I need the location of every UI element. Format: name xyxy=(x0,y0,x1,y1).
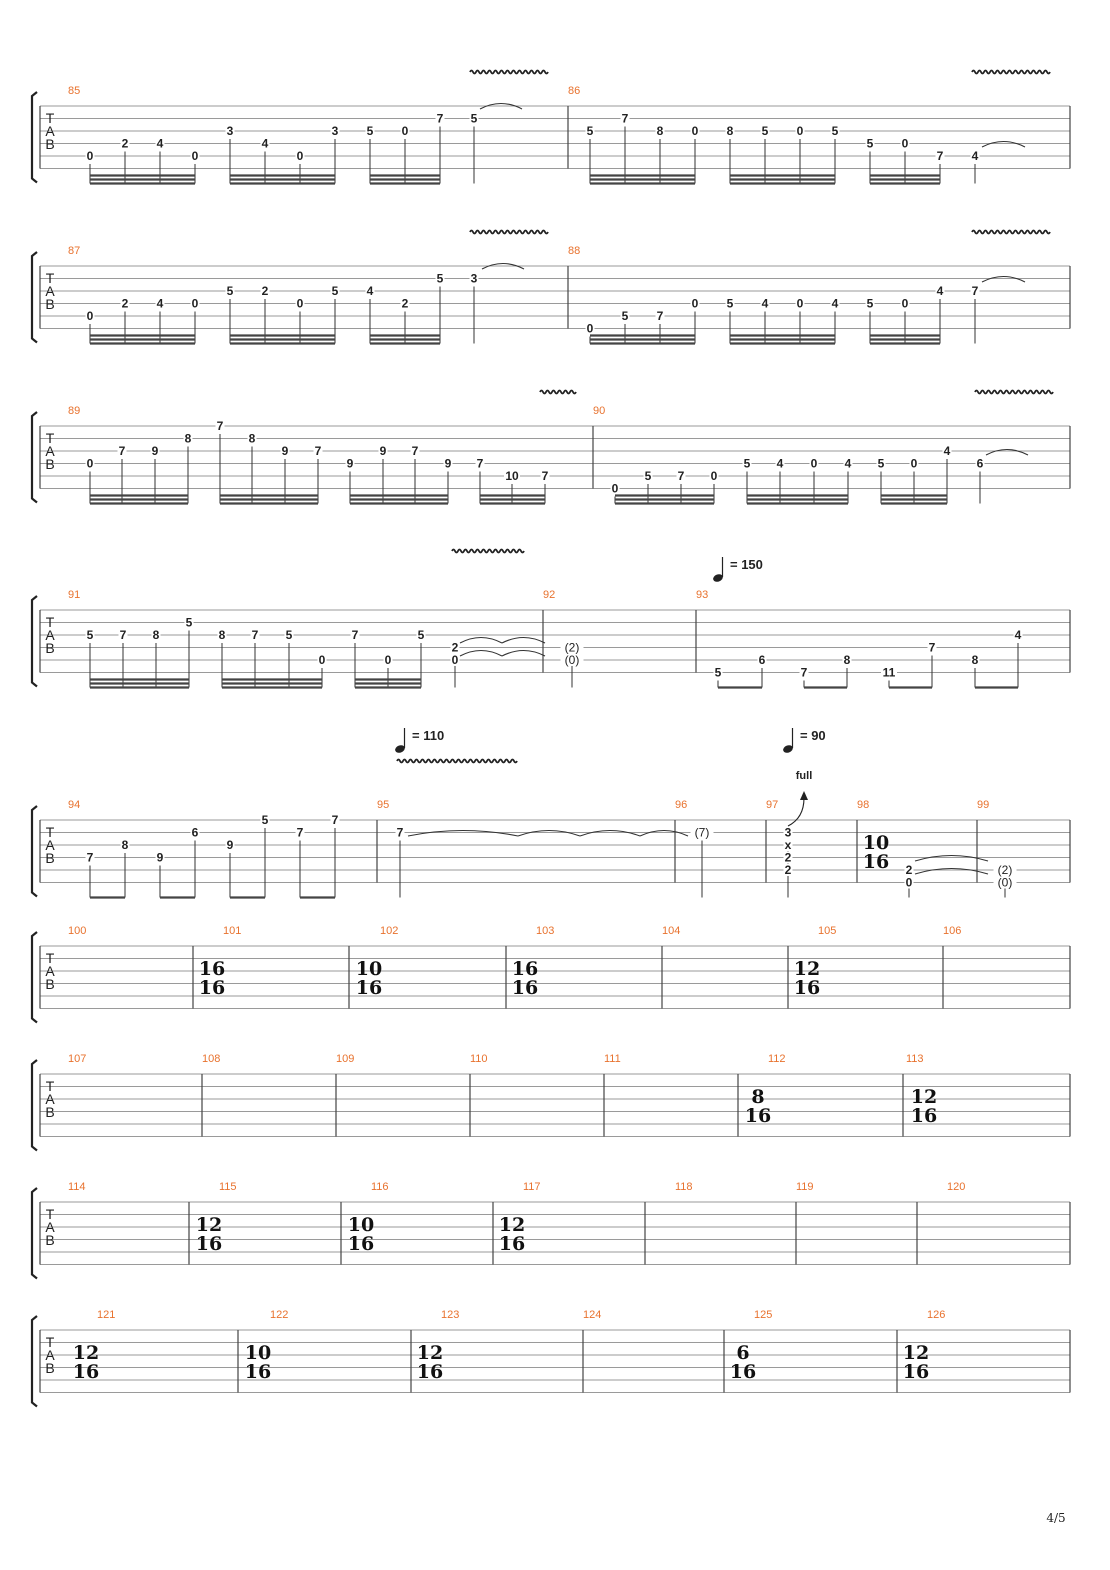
time-signature-top: 12 xyxy=(902,1342,930,1364)
fret-number: 0 xyxy=(86,456,94,471)
fret-number: 0 xyxy=(86,149,94,163)
tab-clef-letter: B xyxy=(45,456,55,472)
fret-number: 2 xyxy=(784,850,792,865)
time-signature-bottom: 16 xyxy=(729,1361,757,1383)
time-signature-bottom: 16 xyxy=(355,977,383,999)
system-bracket xyxy=(32,412,37,503)
fret-number: 5 xyxy=(743,456,751,471)
tie-arc xyxy=(502,638,545,644)
fret-number: 7 xyxy=(436,111,444,126)
tab-clef-letter: A xyxy=(45,837,55,853)
fret-number: 8 xyxy=(656,124,664,138)
fret-number: 0 xyxy=(586,321,594,336)
tab-clef-letter: A xyxy=(45,123,55,139)
fret-number: 4 xyxy=(936,284,944,298)
time-signature-bottom: 16 xyxy=(198,977,226,999)
tab-clef-letter: T xyxy=(45,430,55,446)
tempo-marking: = 90 xyxy=(800,728,826,743)
fret-number: 0 xyxy=(691,124,699,138)
fret-number: 11 xyxy=(882,665,896,680)
bend-curve xyxy=(788,798,804,826)
measure-number: 120 xyxy=(947,1181,966,1193)
fret-number: 0 xyxy=(296,296,304,311)
tab-clef-letter: T xyxy=(45,1206,55,1222)
measure-number: 107 xyxy=(68,1053,87,1065)
tab-clef-letter: A xyxy=(45,443,55,459)
fret-number: 2 xyxy=(121,296,129,311)
bend-label: full xyxy=(795,770,813,782)
fret-number: 2 xyxy=(451,640,459,655)
tab-clef-letter: T xyxy=(45,1334,55,1350)
fret-number: 4 xyxy=(366,284,374,298)
fret-number: 0 xyxy=(384,653,392,667)
fret-number: 7 xyxy=(216,419,224,433)
measure-number: 90 xyxy=(593,405,606,417)
time-signature-top: 8 xyxy=(751,1086,765,1108)
measure-number: 87 xyxy=(68,245,81,257)
time-signature-bottom: 16 xyxy=(72,1361,100,1383)
tab-clef-letter: A xyxy=(45,1347,55,1363)
time-signature-bottom: 16 xyxy=(793,977,821,999)
system-bracket xyxy=(32,932,37,1023)
measure-number: 86 xyxy=(568,85,581,97)
time-signature-top: 12 xyxy=(793,958,821,980)
fret-number: 0 xyxy=(910,456,918,471)
fret-number: 4 xyxy=(261,136,269,151)
bend-arrow-head xyxy=(800,791,808,800)
measure-number: 115 xyxy=(219,1181,237,1193)
fret-number: 6 xyxy=(758,653,766,667)
fret-number: 5 xyxy=(226,284,234,298)
tab-clef-letter: B xyxy=(45,640,55,656)
measure-number: 125 xyxy=(754,1309,773,1321)
time-signature-bottom: 16 xyxy=(862,851,890,873)
fret-number: 7 xyxy=(656,309,664,323)
fret-number: 7 xyxy=(936,149,944,163)
staff-system xyxy=(32,806,1070,897)
time-signature-top: 12 xyxy=(498,1214,526,1236)
tab-clef-letter: B xyxy=(45,1232,55,1248)
fret-number: 7 xyxy=(971,284,979,298)
staff-system xyxy=(32,596,1070,687)
fret-number: 4 xyxy=(844,456,852,471)
fret-number: 0 xyxy=(451,653,459,667)
fret-number: 5 xyxy=(877,456,885,471)
staff-system xyxy=(32,1188,1070,1279)
measure-number: 93 xyxy=(696,589,709,601)
fret-number: 9 xyxy=(281,444,289,458)
fret-number: 9 xyxy=(346,456,354,471)
fret-number: 7 xyxy=(411,444,419,458)
measure-number: 124 xyxy=(583,1309,602,1321)
time-signature-bottom: 16 xyxy=(902,1361,930,1383)
time-signature-top: 12 xyxy=(910,1086,938,1108)
fret-number: 9 xyxy=(444,456,452,471)
fret-number: 8 xyxy=(184,431,192,446)
measure-number: 91 xyxy=(68,589,81,601)
fret-number: 5 xyxy=(86,628,94,642)
vibrato-mark xyxy=(972,71,1050,74)
fret-number: 6 xyxy=(976,456,984,471)
fret-number: 5 xyxy=(866,136,874,151)
fret-number: 4 xyxy=(156,136,164,151)
tab-clef-letter: A xyxy=(45,1091,55,1107)
tab-clef-letter: B xyxy=(45,976,55,992)
fret-number: 0 xyxy=(905,875,913,890)
time-signature-bottom: 16 xyxy=(244,1361,272,1383)
fret-number: 0 xyxy=(86,309,94,323)
time-signature-bottom: 16 xyxy=(910,1105,938,1127)
tie-arc xyxy=(460,638,502,644)
time-signature-bottom: 16 xyxy=(511,977,539,999)
time-signature-top: 16 xyxy=(511,958,539,980)
measure-number: 116 xyxy=(371,1181,389,1193)
measure-number: 102 xyxy=(380,925,399,937)
fret-number: 7 xyxy=(800,665,808,680)
tab-clef-letter: A xyxy=(45,963,55,979)
system-bracket xyxy=(32,1060,37,1151)
fret-number: 2 xyxy=(261,284,269,298)
fret-number: 7 xyxy=(314,444,322,458)
fret-number: 9 xyxy=(151,444,159,458)
fret-number: 4 xyxy=(1014,628,1022,642)
measure-number: 119 xyxy=(796,1181,814,1193)
tempo-marking: = 150 xyxy=(730,557,763,572)
fret-number: 7 xyxy=(351,628,359,642)
measure-number: 122 xyxy=(270,1309,289,1321)
tab-clef-letter: B xyxy=(45,296,55,312)
tempo-marking: = 110 xyxy=(412,728,445,743)
fret-number: 0 xyxy=(796,296,804,311)
fret-number: 4 xyxy=(776,456,784,471)
measure-number: 97 xyxy=(766,799,779,811)
tie-arc xyxy=(640,831,688,837)
measure-number: 100 xyxy=(68,925,87,937)
fret-number: 0 xyxy=(318,653,326,667)
tab-clef-letter: T xyxy=(45,1078,55,1094)
fret-number: (2) xyxy=(564,640,580,655)
fret-number: 7 xyxy=(621,111,629,126)
fret-number: 2 xyxy=(905,863,913,877)
tie-arc xyxy=(408,831,518,837)
fret-number: 7 xyxy=(541,469,549,483)
fret-number: 9 xyxy=(156,850,164,865)
measure-number: 95 xyxy=(377,799,390,811)
fret-number: 5 xyxy=(586,124,594,138)
system-bracket xyxy=(32,92,37,183)
fret-number: (2) xyxy=(997,863,1013,877)
staff-system xyxy=(32,252,1070,343)
measure-number: 106 xyxy=(943,925,962,937)
measure-number: 108 xyxy=(202,1053,221,1065)
vibrato-mark xyxy=(470,231,548,234)
measure-number: 111 xyxy=(604,1053,621,1065)
fret-number: 7 xyxy=(331,813,339,827)
measure-number: 99 xyxy=(977,799,990,811)
time-signature-top: 12 xyxy=(195,1214,223,1236)
fret-number: 8 xyxy=(971,653,979,667)
measure-number: 104 xyxy=(662,925,681,937)
measure-number: 103 xyxy=(536,925,555,937)
system-bracket xyxy=(32,596,37,687)
fret-number: 0 xyxy=(191,296,199,311)
fret-number: 5 xyxy=(761,124,769,138)
time-signature-bottom: 16 xyxy=(195,1233,223,1255)
fret-number: 8 xyxy=(121,838,129,852)
measure-number: 96 xyxy=(675,799,688,811)
fret-number: (0) xyxy=(564,653,580,667)
fret-number: 7 xyxy=(476,456,484,471)
fret-number: 7 xyxy=(86,850,94,865)
measure-number: 126 xyxy=(927,1309,946,1321)
fret-number: 5 xyxy=(331,284,339,298)
measure-number: 88 xyxy=(568,245,581,257)
fret-number: 0 xyxy=(691,296,699,311)
vibrato-mark xyxy=(972,231,1050,234)
fret-number: 0 xyxy=(611,481,619,496)
system-bracket xyxy=(32,1316,37,1407)
fret-number: 0 xyxy=(810,456,818,471)
measure-number: 89 xyxy=(68,405,81,417)
fret-number: 3 xyxy=(331,124,339,138)
fret-number: 8 xyxy=(218,628,226,642)
fret-number: (7) xyxy=(694,825,710,840)
tie-arc xyxy=(460,651,502,657)
measure-number: 123 xyxy=(441,1309,460,1321)
fret-number: 4 xyxy=(761,296,769,311)
fret-number: 7 xyxy=(296,825,304,840)
fret-number: 5 xyxy=(644,469,652,483)
time-signature-top: 10 xyxy=(244,1342,272,1364)
measure-number: 109 xyxy=(336,1053,355,1065)
fret-number: x xyxy=(784,838,792,852)
page-number: 4/5 xyxy=(1046,1511,1066,1525)
tie-arc xyxy=(982,142,1025,148)
tab-clef-letter: B xyxy=(45,1360,55,1376)
fret-number: 4 xyxy=(831,296,839,311)
fret-number: 7 xyxy=(677,469,685,483)
tab-clef-letter: T xyxy=(45,110,55,126)
tie-arc xyxy=(518,831,580,837)
measure-number: 105 xyxy=(818,925,837,937)
staff-system xyxy=(32,92,1070,183)
fret-number: 6 xyxy=(191,825,199,840)
tie-arc xyxy=(986,450,1028,456)
time-signature-bottom: 16 xyxy=(416,1361,444,1383)
vibrato-mark xyxy=(452,550,524,553)
fret-number: 0 xyxy=(191,149,199,163)
tab-clef-letter: B xyxy=(45,850,55,866)
measure-number: 92 xyxy=(543,589,556,601)
vibrato-mark xyxy=(540,391,576,394)
fret-number: 4 xyxy=(156,296,164,311)
fret-number: 3 xyxy=(784,825,792,840)
fret-number: 0 xyxy=(901,136,909,151)
fret-number: 7 xyxy=(118,444,126,458)
measure-number: 94 xyxy=(68,799,81,811)
fret-number: 8 xyxy=(726,124,734,138)
fret-number: 5 xyxy=(417,628,425,642)
measure-number: 85 xyxy=(68,85,81,97)
time-signature-top: 10 xyxy=(355,958,383,980)
fret-number: 0 xyxy=(710,469,718,483)
tab-clef-letter: A xyxy=(45,1219,55,1235)
time-signature-top: 10 xyxy=(862,832,890,854)
time-signature-top: 12 xyxy=(416,1342,444,1364)
fret-number: 5 xyxy=(726,296,734,311)
fret-number: 5 xyxy=(285,628,293,642)
vibrato-mark xyxy=(470,71,548,74)
fret-number: 5 xyxy=(366,124,374,138)
fret-number: 0 xyxy=(901,296,909,311)
fret-number: 2 xyxy=(401,296,409,311)
tab-clef-letter: T xyxy=(45,824,55,840)
measure-number: 112 xyxy=(768,1053,786,1065)
fret-number: 8 xyxy=(843,653,851,667)
fret-number: 5 xyxy=(436,271,444,286)
time-signature-bottom: 16 xyxy=(347,1233,375,1255)
fret-number: 7 xyxy=(251,628,259,642)
time-signature-top: 12 xyxy=(72,1342,100,1364)
tab-clef-letter: B xyxy=(45,1104,55,1120)
measure-number: 117 xyxy=(523,1181,541,1193)
tie-arc xyxy=(580,831,640,837)
tab-clef-letter: B xyxy=(45,136,55,152)
fret-number: 7 xyxy=(928,640,936,655)
fret-number: 9 xyxy=(226,838,234,852)
measure-number: 101 xyxy=(223,925,242,937)
fret-number: 9 xyxy=(379,444,387,458)
tab-clef-letter: A xyxy=(45,283,55,299)
vibrato-mark xyxy=(397,760,517,763)
fret-number: 2 xyxy=(121,136,129,151)
time-signature-bottom: 16 xyxy=(744,1105,772,1127)
fret-number: 5 xyxy=(261,813,269,827)
fret-number: 5 xyxy=(621,309,629,323)
measure-number: 118 xyxy=(675,1181,693,1193)
fret-number: 3 xyxy=(226,124,234,138)
fret-number: 4 xyxy=(943,444,951,458)
time-signature-top: 10 xyxy=(347,1214,375,1236)
measure-number: 113 xyxy=(906,1053,924,1065)
time-signature-top: 6 xyxy=(736,1342,750,1364)
measure-number: 114 xyxy=(68,1181,86,1193)
fret-number: 7 xyxy=(119,628,127,642)
measure-number: 98 xyxy=(857,799,870,811)
time-signature-bottom: 16 xyxy=(498,1233,526,1255)
tab-clef-letter: T xyxy=(45,270,55,286)
system-bracket xyxy=(32,806,37,897)
system-bracket xyxy=(32,1188,37,1279)
fret-number: 0 xyxy=(296,149,304,163)
fret-number: 2 xyxy=(784,863,792,877)
measure-number: 110 xyxy=(470,1053,488,1065)
fret-number: 0 xyxy=(796,124,804,138)
tab-clef-letter: T xyxy=(45,614,55,630)
fret-number: 5 xyxy=(831,124,839,138)
system-bracket xyxy=(32,252,37,343)
fret-number: 10 xyxy=(505,469,519,483)
fret-number: 8 xyxy=(152,628,160,642)
fret-number: 5 xyxy=(866,296,874,311)
fret-number: 0 xyxy=(401,124,409,138)
fret-number: 8 xyxy=(248,431,256,446)
fret-number: 4 xyxy=(971,149,979,163)
tie-arc xyxy=(502,651,545,657)
staff-system xyxy=(32,932,1070,1023)
fret-number: 5 xyxy=(470,111,478,126)
fret-number: 5 xyxy=(714,665,722,680)
fret-number: 3 xyxy=(470,271,478,286)
measure-number: 121 xyxy=(97,1309,116,1321)
tab-clef-letter: T xyxy=(45,950,55,966)
fret-number: 5 xyxy=(185,615,193,630)
fret-number: (0) xyxy=(997,875,1013,890)
tab-clef-letter: A xyxy=(45,627,55,643)
fret-number: 7 xyxy=(396,825,404,840)
vibrato-mark xyxy=(975,391,1053,394)
tie-arc xyxy=(982,277,1025,283)
time-signature-top: 16 xyxy=(198,958,226,980)
